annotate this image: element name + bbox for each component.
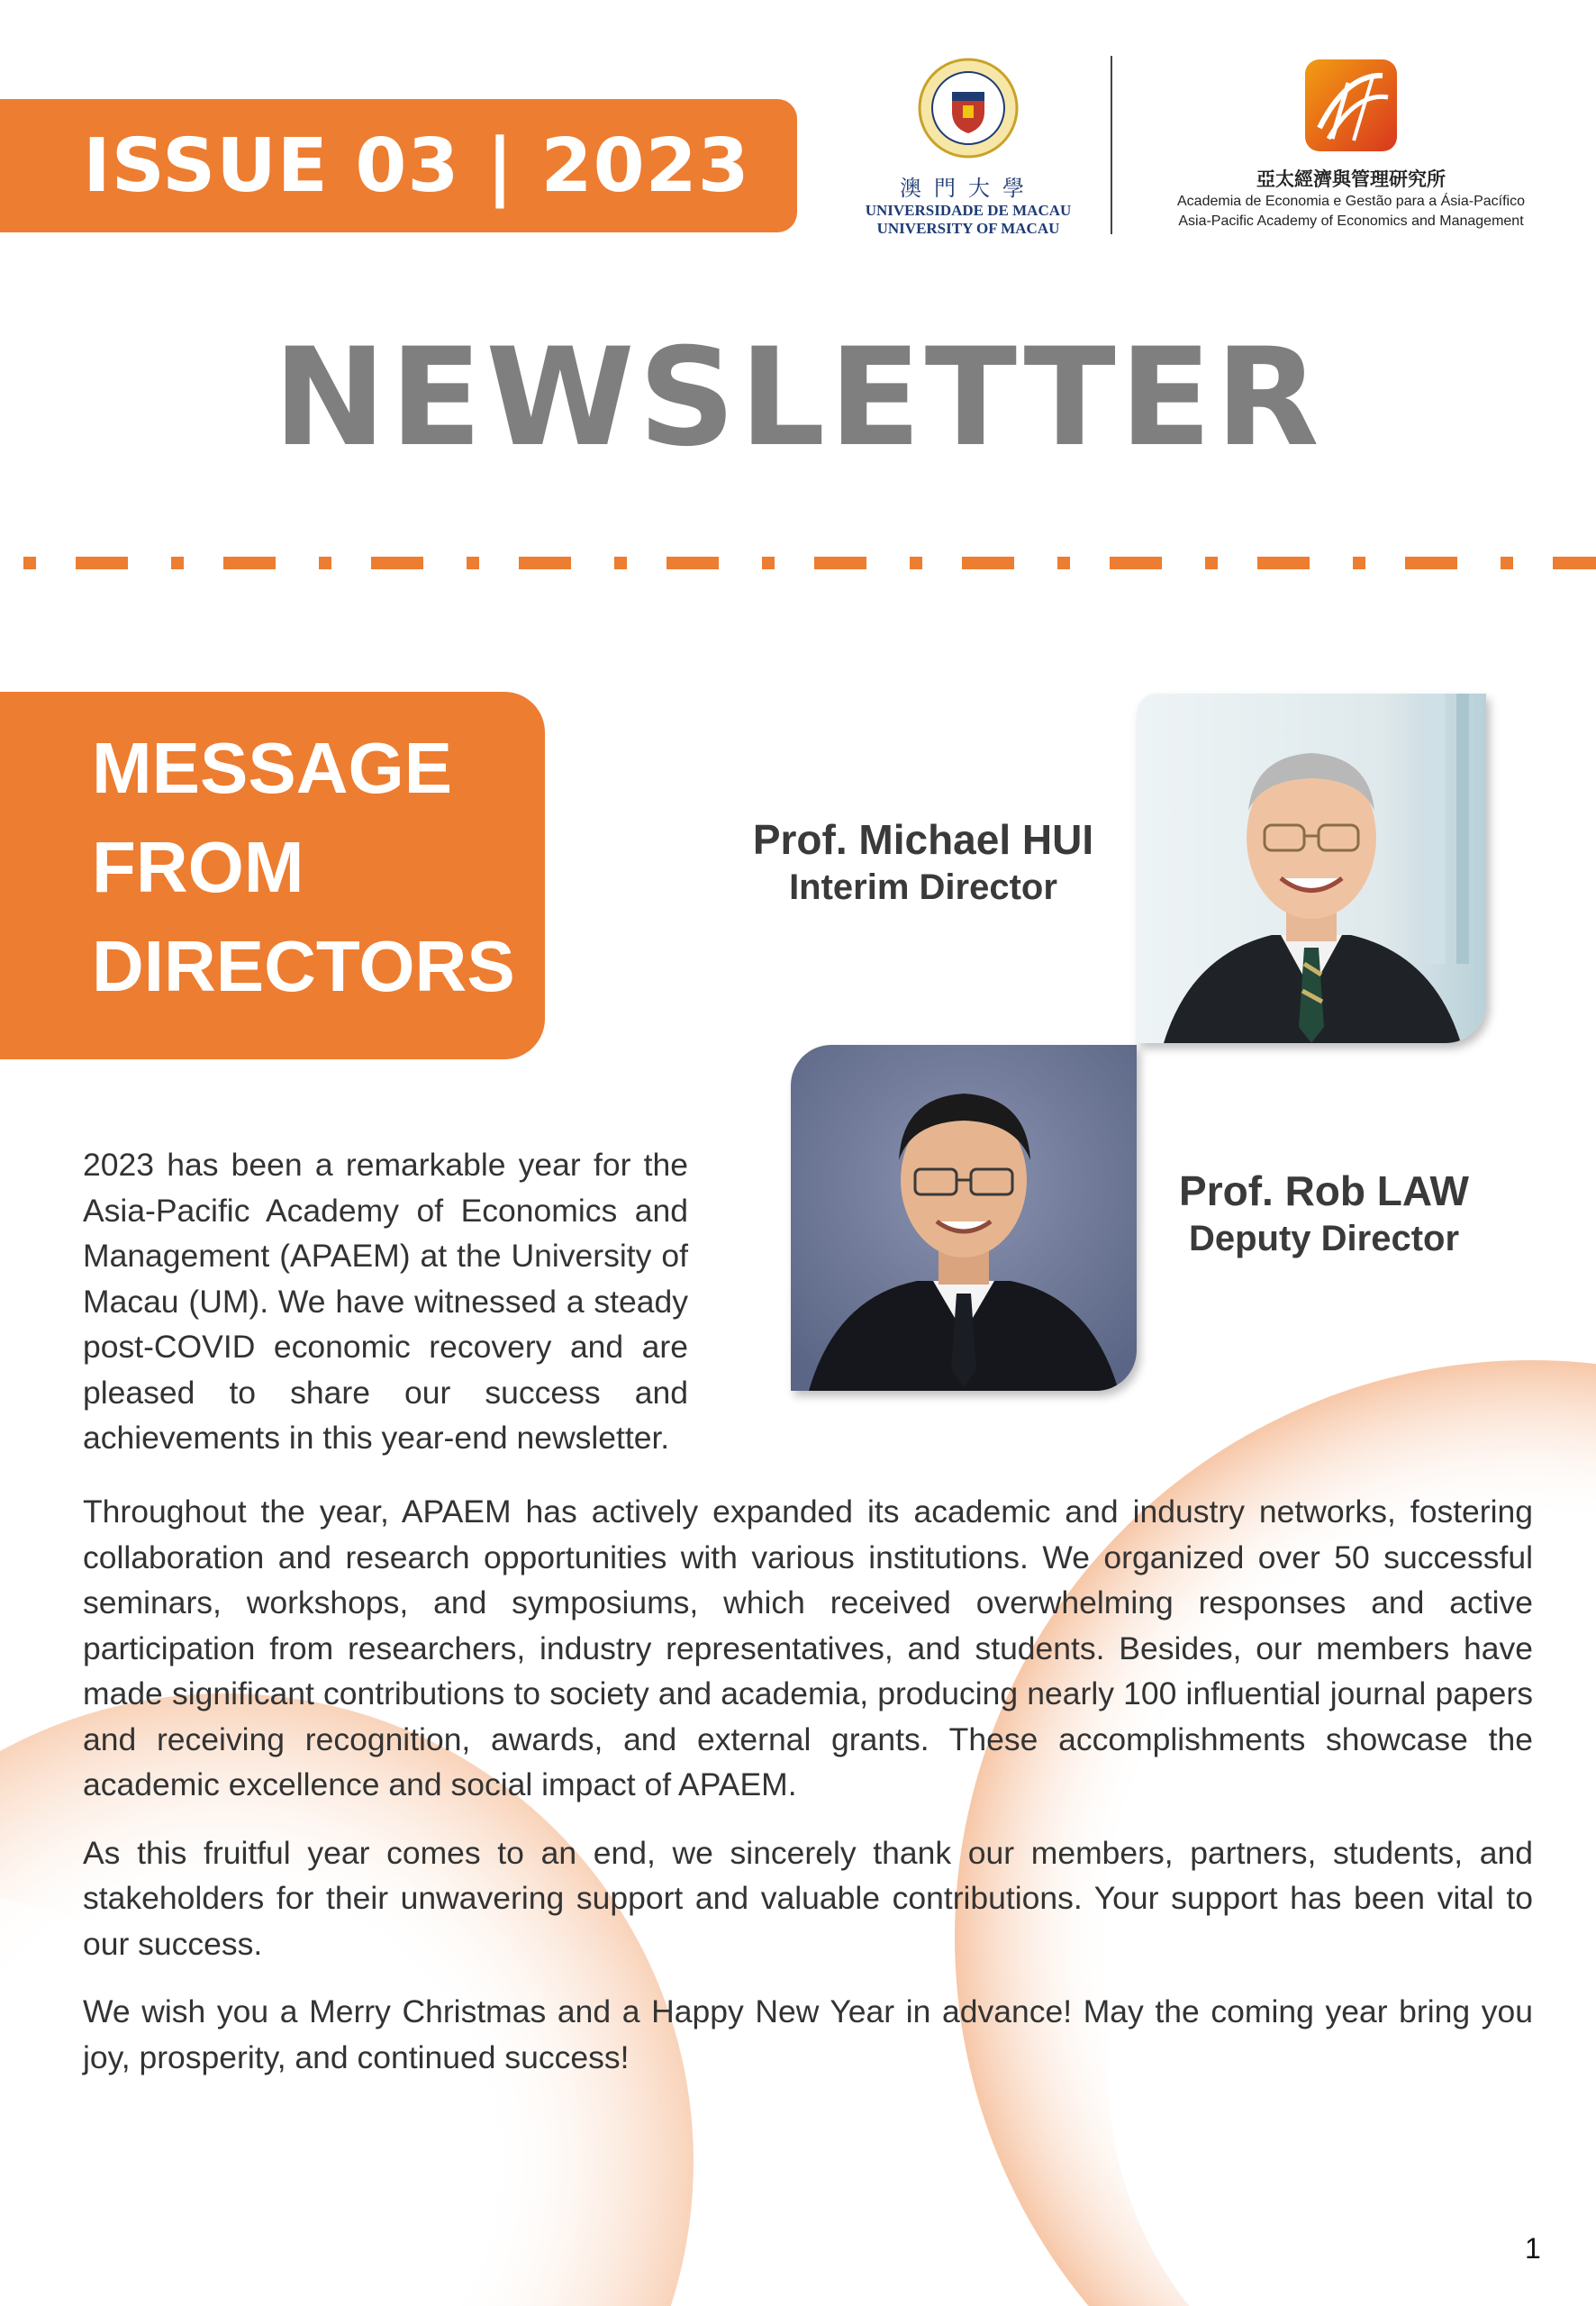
- section-heading-line-2: FROM: [92, 827, 304, 907]
- intro-paragraph: 2023 has been a remarkable year for the Asia-Pacific Academy of Economics and Management (APAEM) at the University of Macau (UM). We have witnessed a steady post-COVID economic recovery and are pleased to share our success and achievements in this year-end newsletter.: [83, 1147, 688, 1456]
- university-of-macau-logo: [860, 56, 1076, 241]
- director-1-photo: [1137, 694, 1486, 1043]
- message-body: [83, 1489, 1533, 2102]
- newsletter-title: NEWSLETTER: [273, 320, 1323, 477]
- intro-paragraph-block: [83, 1142, 688, 1461]
- apaem-portuguese-name: Academia de Economia e Gestão para a Ásia-Pacífico: [1177, 194, 1525, 209]
- director-2-caption: [1126, 1167, 1522, 1259]
- um-english-name: UNIVERSITY OF MACAU: [876, 220, 1060, 237]
- director-2-photo: [791, 1045, 1137, 1391]
- issue-label: ISSUE 03 | 2023: [83, 123, 750, 209]
- um-portuguese-name: UNIVERSIDADE DE MACAU: [865, 202, 1072, 219]
- um-seal-icon: [916, 56, 1020, 160]
- director-1-caption: [721, 815, 1126, 908]
- body-paragraph-3: We wish you a Merry Christmas and a Happy New Year in advance! May the coming year bring you joy, prosperity, and continued success!: [83, 1993, 1533, 2075]
- director-2-role: Deputy Director: [1188, 1219, 1460, 1258]
- logo-divider: [1111, 56, 1112, 234]
- apaem-english-name: Asia-Pacific Academy of Economics and Management: [1178, 213, 1524, 229]
- section-heading-line-1: MESSAGE: [92, 728, 453, 808]
- apaem-logo: [1153, 56, 1549, 236]
- apaem-mark-icon: [1301, 56, 1401, 155]
- director-1-role: Interim Director: [789, 867, 1057, 907]
- director-1-name: Prof. Michael HUI: [752, 816, 1094, 863]
- apaem-chinese-name: 亞太經濟與管理研究所: [1256, 168, 1446, 190]
- issue-banner: [0, 99, 797, 232]
- page-number: 1: [1525, 2232, 1541, 2265]
- dashed-divider: [0, 554, 1596, 572]
- body-paragraph-2: As this fruitful year comes to an end, we sincerely thank our members, partners, students, and stakeholders for their unwavering support and valuable contributions. Your support has been vital to our success.: [83, 1834, 1533, 1962]
- director-2-name: Prof. Rob LAW: [1179, 1167, 1469, 1214]
- section-heading-box: [0, 692, 545, 1059]
- body-paragraph-1: Throughout the year, APAEM has actively expanded its academic and industry networks, fostering collaboration and research opportunities with various institutions. We organized over 50 successful seminars, workshops, and symposiums, which received overwhelming responses and active participation from researchers, industry representatives, and students. Besides, our members have made significant contributions to society and academia, producing nearly 100 influential journal papers and receiving recognition, awards, and external grants. These accomplishments showcase the academic excellence and social impact of APAEM.: [83, 1493, 1533, 1802]
- um-chinese-name: 澳門大學: [900, 176, 1037, 201]
- section-heading-line-3: DIRECTORS: [92, 926, 515, 1006]
